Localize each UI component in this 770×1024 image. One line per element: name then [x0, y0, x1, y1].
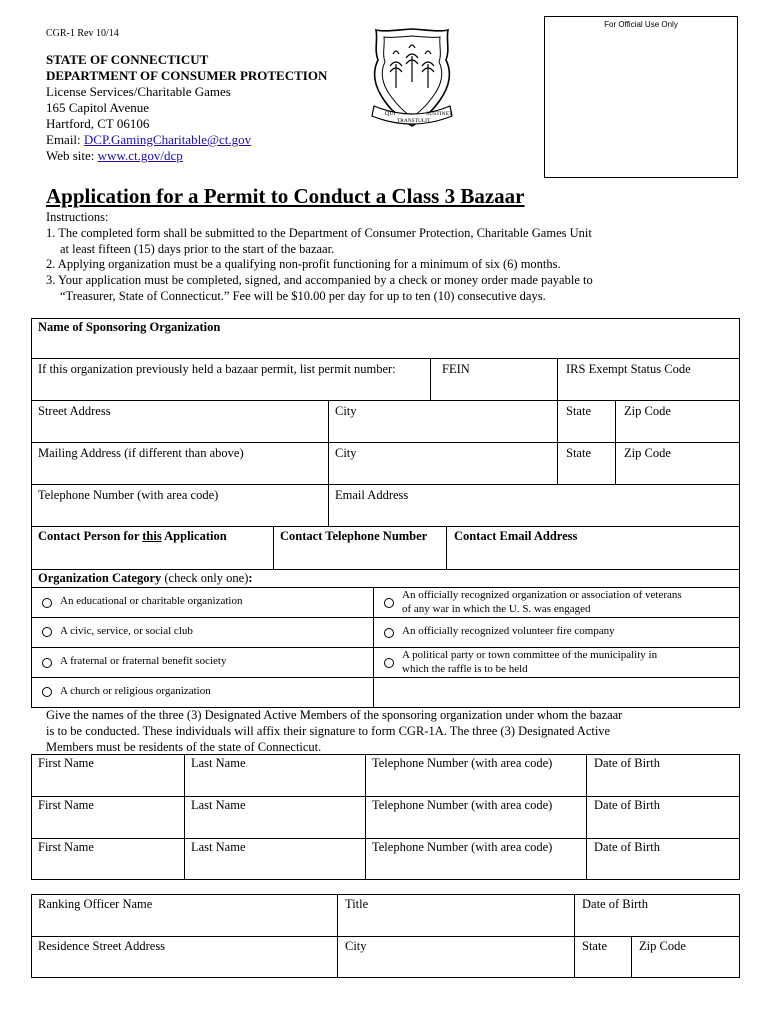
form-id: CGR-1 Rev 10/14 — [46, 28, 119, 39]
category-radio-educational[interactable] — [42, 598, 52, 608]
residence-address-field[interactable]: Residence Street Address — [38, 939, 166, 953]
member-2-last-name[interactable]: Last Name — [191, 798, 246, 812]
agency-web-line: Web site: www.ct.gov/dcp — [46, 148, 183, 163]
category-label-fire-company: An officially recognized volunteer fire company — [402, 625, 615, 637]
org-name-field[interactable]: Name of Sponsoring Organization — [38, 320, 221, 334]
instruction-item: “Treasurer, State of Connecticut.” Fee will be $10.00 per day for up to ten (10) consecutive days. — [60, 288, 546, 303]
member-3-telephone[interactable]: Telephone Number (with area code) — [372, 840, 553, 854]
member-2-dob[interactable]: Date of Birth — [594, 798, 660, 812]
prev-permit-field[interactable]: If this organization previously held a bazaar permit, list permit number: — [38, 362, 396, 376]
agency-state: STATE OF CONNECTICUT — [46, 52, 209, 67]
residence-zip-field[interactable]: Zip Code — [639, 939, 686, 953]
category-label-civic: A civic, service, or social club — [60, 625, 193, 637]
category-radio-fraternal[interactable] — [42, 658, 52, 668]
seal-banner-word: QUI — [385, 111, 396, 117]
agency-address-block — [46, 52, 327, 164]
fein-field[interactable]: FEIN — [442, 362, 470, 376]
members-table — [31, 754, 740, 880]
category-label-fraternal: A fraternal or fraternal benefit society — [60, 655, 227, 667]
email-field[interactable]: Email Address — [335, 488, 409, 502]
member-2-first-name[interactable]: First Name — [38, 798, 94, 812]
officer-title-field[interactable]: Title — [345, 897, 369, 911]
category-radio-church[interactable] — [42, 687, 52, 697]
instruction-item: 2. Applying organization must be a qualifying non-profit functioning for a minimum of six (6) months. — [46, 257, 561, 272]
residence-city-field[interactable]: City — [345, 939, 367, 953]
contact-phone-field[interactable]: Contact Telephone Number — [280, 529, 428, 543]
street-address-field[interactable]: Street Address — [38, 404, 111, 418]
telephone-field[interactable]: Telephone Number (with area code) — [38, 488, 219, 502]
instruction-item: 3. Your application must be completed, signed, and accompanied by a check or money order made payable to — [46, 273, 593, 288]
agency-division: License Services/Charitable Games — [46, 84, 231, 99]
agency-street: 165 Capitol Avenue — [46, 100, 150, 115]
category-label-church: A church or religious organization — [60, 685, 211, 697]
seal-banner-word: SUSTINET — [426, 111, 453, 117]
member-3-last-name[interactable]: Last Name — [191, 840, 246, 854]
member-2-telephone[interactable]: Telephone Number (with area code) — [372, 798, 553, 812]
page-title: Application for a Permit to Conduct a Class 3 Bazaar — [46, 184, 525, 208]
state-seal-icon — [366, 26, 458, 138]
instruction-item: at least fifteen (15) days prior to the start of the bazaar. — [60, 241, 335, 256]
category-radio-political[interactable] — [384, 658, 394, 668]
instructions — [46, 210, 746, 305]
seal-banner-word: TRANSTULIT — [397, 118, 431, 124]
member-1-first-name[interactable]: First Name — [38, 756, 94, 770]
officer-dob-field[interactable]: Date of Birth — [582, 897, 648, 911]
agency-email-link[interactable]: DCP.GamingCharitable@ct.gov — [83, 132, 252, 147]
category-label-educational: An educational or charitable organization — [60, 595, 243, 607]
agency-department: DEPARTMENT OF CONSUMER PROTECTION — [46, 68, 328, 83]
mailing-state-field[interactable]: State — [566, 446, 591, 460]
agency-city: Hartford, CT 06106 — [46, 116, 150, 131]
category-heading: Organization Category (check only one): — [38, 571, 253, 585]
category-radio-veterans[interactable] — [384, 598, 394, 608]
category-label-political: A political party or town committee of the municipality in which the raffle is to be held — [402, 649, 658, 675]
member-1-telephone[interactable]: Telephone Number (with area code) — [372, 756, 553, 770]
irs-code-field[interactable]: IRS Exempt Status Code — [566, 362, 691, 376]
contact-email-field[interactable]: Contact Email Address — [454, 529, 578, 543]
mailing-zip-field[interactable]: Zip Code — [624, 446, 671, 460]
official-use-box — [544, 16, 738, 178]
instruction-item: 1. The completed form shall be submitted to the Department of Consumer Protection, Charitable Games Unit — [46, 225, 592, 240]
zip-field[interactable]: Zip Code — [624, 404, 671, 418]
member-1-last-name[interactable]: Last Name — [191, 756, 246, 770]
category-radio-fire-company[interactable] — [384, 628, 394, 638]
contact-person-field[interactable]: Contact Person for this Application — [38, 529, 227, 543]
member-3-first-name[interactable]: First Name — [38, 840, 94, 854]
official-use-label: For Official Use Only — [604, 20, 678, 29]
instructions-heading: Instructions: — [46, 210, 109, 224]
mailing-address-field[interactable]: Mailing Address (if different than above) — [38, 446, 244, 460]
category-radio-civic[interactable] — [42, 627, 52, 637]
member-3-dob[interactable]: Date of Birth — [594, 840, 660, 854]
agency-web-link[interactable]: www.ct.gov/dcp — [97, 148, 183, 163]
residence-state-field[interactable]: State — [582, 939, 607, 953]
state-field[interactable]: State — [566, 404, 591, 418]
member-1-dob[interactable]: Date of Birth — [594, 756, 660, 770]
city-field[interactable]: City — [335, 404, 357, 418]
members-instructions: Give the names of the three (3) Designated Active Members of the sponsoring organization under whom the bazaar is to be conducted. These individuals will affix their signature to form CGR-1A. The three (3) Designated Active Members must be residents of the state of Connecticut. — [46, 708, 623, 754]
mailing-city-field[interactable]: City — [335, 446, 357, 460]
officer-name-field[interactable]: Ranking Officer Name — [38, 897, 153, 911]
agency-email-line: Email: DCP.GamingCharitable@ct.gov — [46, 132, 252, 147]
category-label-veterans: An officially recognized organization or association of veterans of any war in which the U. S. was engaged — [402, 589, 682, 615]
